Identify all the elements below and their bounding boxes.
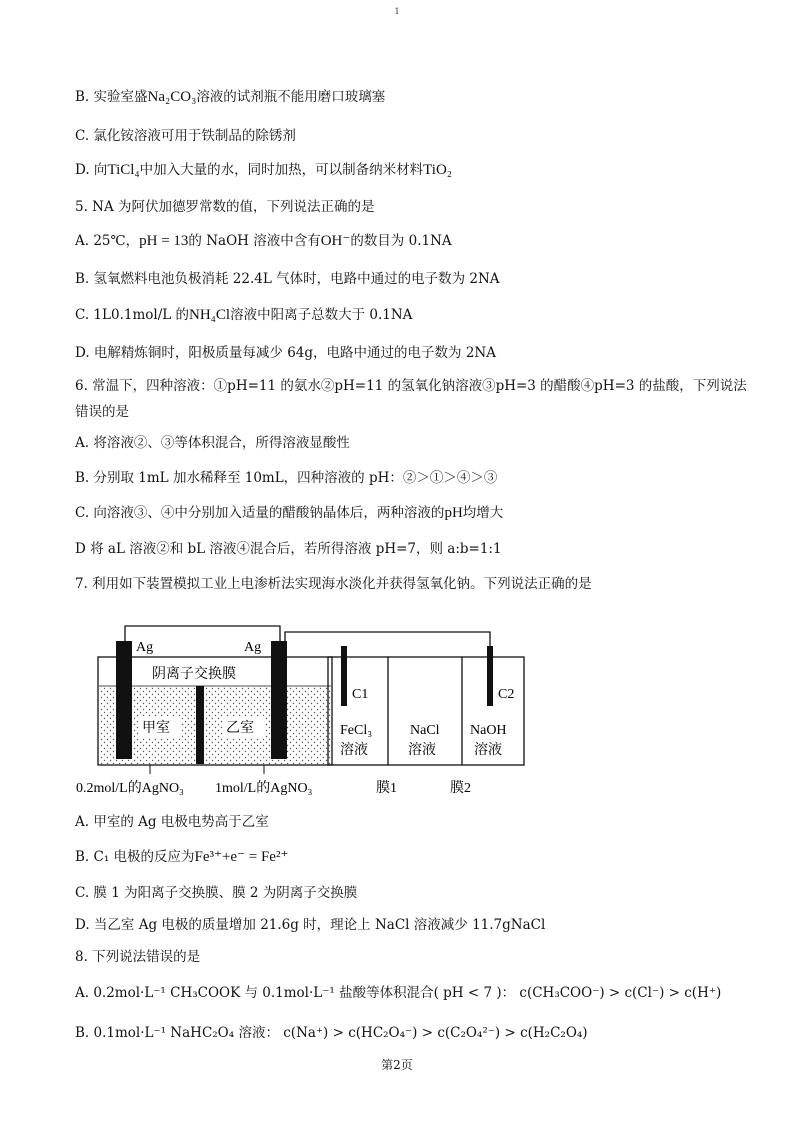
membrane-title: 阴离子交换膜 — [152, 667, 236, 682]
q4-d-chem2: TiO₂ — [423, 162, 453, 178]
q6-option-d: D 将 aL 溶液②和 bL 溶液④混合后，若所得溶液 pH=7，则 a:b=1:1 — [75, 541, 502, 557]
q7-stem: 7. 利用如下装置模拟工业上电渗析法实现海水淡化并获得氢氧化钠。下列说法正确的是 — [75, 576, 592, 592]
q4-d-prefix: D. 向 — [75, 162, 108, 178]
q7-option-a: A. 甲室的 Ag 电极电势高于乙室 — [75, 814, 269, 830]
q6-c-prefix: C. 向溶液③、④中分别加入适量的醋酸钠晶体后，两种溶液的 — [75, 505, 445, 521]
q4-d-mid: 中加入大量的水，同时加热，可以制备纳米材料 — [139, 162, 424, 178]
membrane-2-label: 膜2 — [450, 781, 471, 796]
membrane-1-label: 膜1 — [376, 781, 397, 796]
c1-electrode — [341, 646, 347, 706]
fecl3-solution-label: 溶液 — [340, 743, 368, 758]
anion-exchange-membrane — [196, 686, 204, 764]
q8-stem: 8. 下列说法错误的是 — [75, 949, 201, 965]
q4-b-prefix: B. 实验室盛 — [75, 89, 148, 105]
q5-option-a — [75, 231, 452, 251]
q6-option-b: B. 分别取 1mL 加水稀释至 10mL，四种溶液的 pH：②＞①＞④＞③ — [75, 470, 498, 486]
q7-option-b — [75, 847, 288, 867]
room-b-label: 乙室 — [226, 721, 254, 736]
q7-option-c: C. 膜 1 为阳离子交换膜、膜 2 为阴离子交换膜 — [75, 885, 358, 901]
q5-a-suffix: 的数目为 0.1NA — [350, 233, 452, 249]
q7-b-equation: Fe³⁺+e⁻ = Fe²⁺ — [194, 849, 289, 865]
right-solution-label: 1mol/L的AgNO₃ — [215, 781, 313, 796]
nacl-solution-label: 溶液 — [408, 743, 436, 758]
q7-option-d: D. 当乙室 Ag 电极的质量增加 21.6g 时，理论上 NaCl 溶液减少 11.7gNaCl — [75, 917, 546, 933]
electrodialysis-diagram — [70, 606, 540, 802]
q5-a-oh: OH⁻ — [320, 233, 351, 249]
q6-stem-line1: 6. 常温下，四种溶液：①pH=11 的氨水②pH=11 的氢氧化钠溶液③pH=3 的醋酸④pH=3 的盐酸，下列说法 — [75, 378, 747, 394]
q4-option-b — [75, 87, 385, 107]
ag-wire — [125, 626, 280, 641]
q4-d-chem1: TiCl₄ — [107, 162, 140, 178]
q5-c-chem: NH₄Cl — [189, 307, 231, 323]
q6-option-c — [75, 503, 503, 523]
q5-option-d: D. 电解精炼铜时，阳极质量每减少 64g，电路中通过的电子数为 2NA — [75, 345, 496, 361]
q5-option-b: B. 氢氧燃料电池负极消耗 22.4L 气体时，电路中通过的电子数为 2NA — [75, 271, 500, 287]
q5-stem: 5. NA 为阿伏加德罗常数的值，下列说法正确的是 — [75, 199, 375, 215]
q5-c-suffix: 溶液中阳离子总数大于 0.1NA — [230, 307, 413, 323]
q6-c-suffix: 均增大 — [462, 505, 504, 521]
q8-option-b: B. 0.1mol·L⁻¹ NaHC₂O₄ 溶液： c(Na⁺) > c(HC₂O₄⁻) > c(C₂O₄²⁻) > c(H₂C₂O₄) — [75, 1025, 588, 1041]
c1-label: C1 — [352, 687, 369, 702]
naoh-solution-label: 溶液 — [474, 743, 502, 758]
c2-label: C2 — [498, 687, 515, 702]
q4-option-d — [75, 160, 452, 180]
page-number: 第2页 — [381, 1058, 413, 1072]
page-mark: 1 — [394, 7, 400, 16]
q7-b-prefix: B. C₁ 电极的反应为 — [75, 849, 195, 865]
room-a-label: 甲室 — [142, 721, 170, 736]
c2-electrode — [487, 646, 493, 706]
q4-b-chem: Na₂CO₃ — [147, 89, 197, 105]
left-solution-label: 0.2mol/L的AgNO₃ — [76, 781, 184, 796]
external-wire — [285, 632, 490, 646]
nacl-label: NaCl — [410, 723, 440, 738]
q4-option-c: C. 氯化铵溶液可用于铁制品的除锈剂 — [75, 128, 296, 144]
solution-fill — [99, 686, 331, 764]
q5-a-prefix: A. 25℃， — [75, 233, 140, 249]
q4-b-suffix: 溶液的试剂瓶不能用磨口玻璃塞 — [196, 89, 386, 105]
q5-a-ph: pH = 13 — [139, 233, 189, 249]
naoh-label: NaOH — [470, 723, 507, 738]
q6-stem-line2: 错误的是 — [75, 404, 129, 420]
ag-electrode-left — [116, 641, 132, 759]
q5-option-c — [75, 305, 412, 325]
q6-option-a: A. 将溶液②、③等体积混合，所得溶液显酸性 — [75, 435, 350, 451]
ag-right-label: Ag — [244, 640, 262, 655]
ag-electrode-right — [271, 641, 287, 759]
q8-option-a: A. 0.2mol·L⁻¹ CH₃COOK 与 0.1mol·L⁻¹ 盐酸等体积混合( pH < 7 )： c(CH₃COO⁻) > c(Cl⁻) > c(H⁺) — [75, 985, 722, 1001]
ag-left-label: Ag — [136, 640, 154, 655]
q5-a-mid: 的 NaOH 溶液中含有 — [188, 233, 321, 249]
q5-c-prefix: C. 1L0.1mol/L 的 — [75, 307, 190, 323]
q6-c-ph: pH — [444, 505, 463, 521]
fecl3-label: FeCl₃ — [340, 723, 373, 738]
